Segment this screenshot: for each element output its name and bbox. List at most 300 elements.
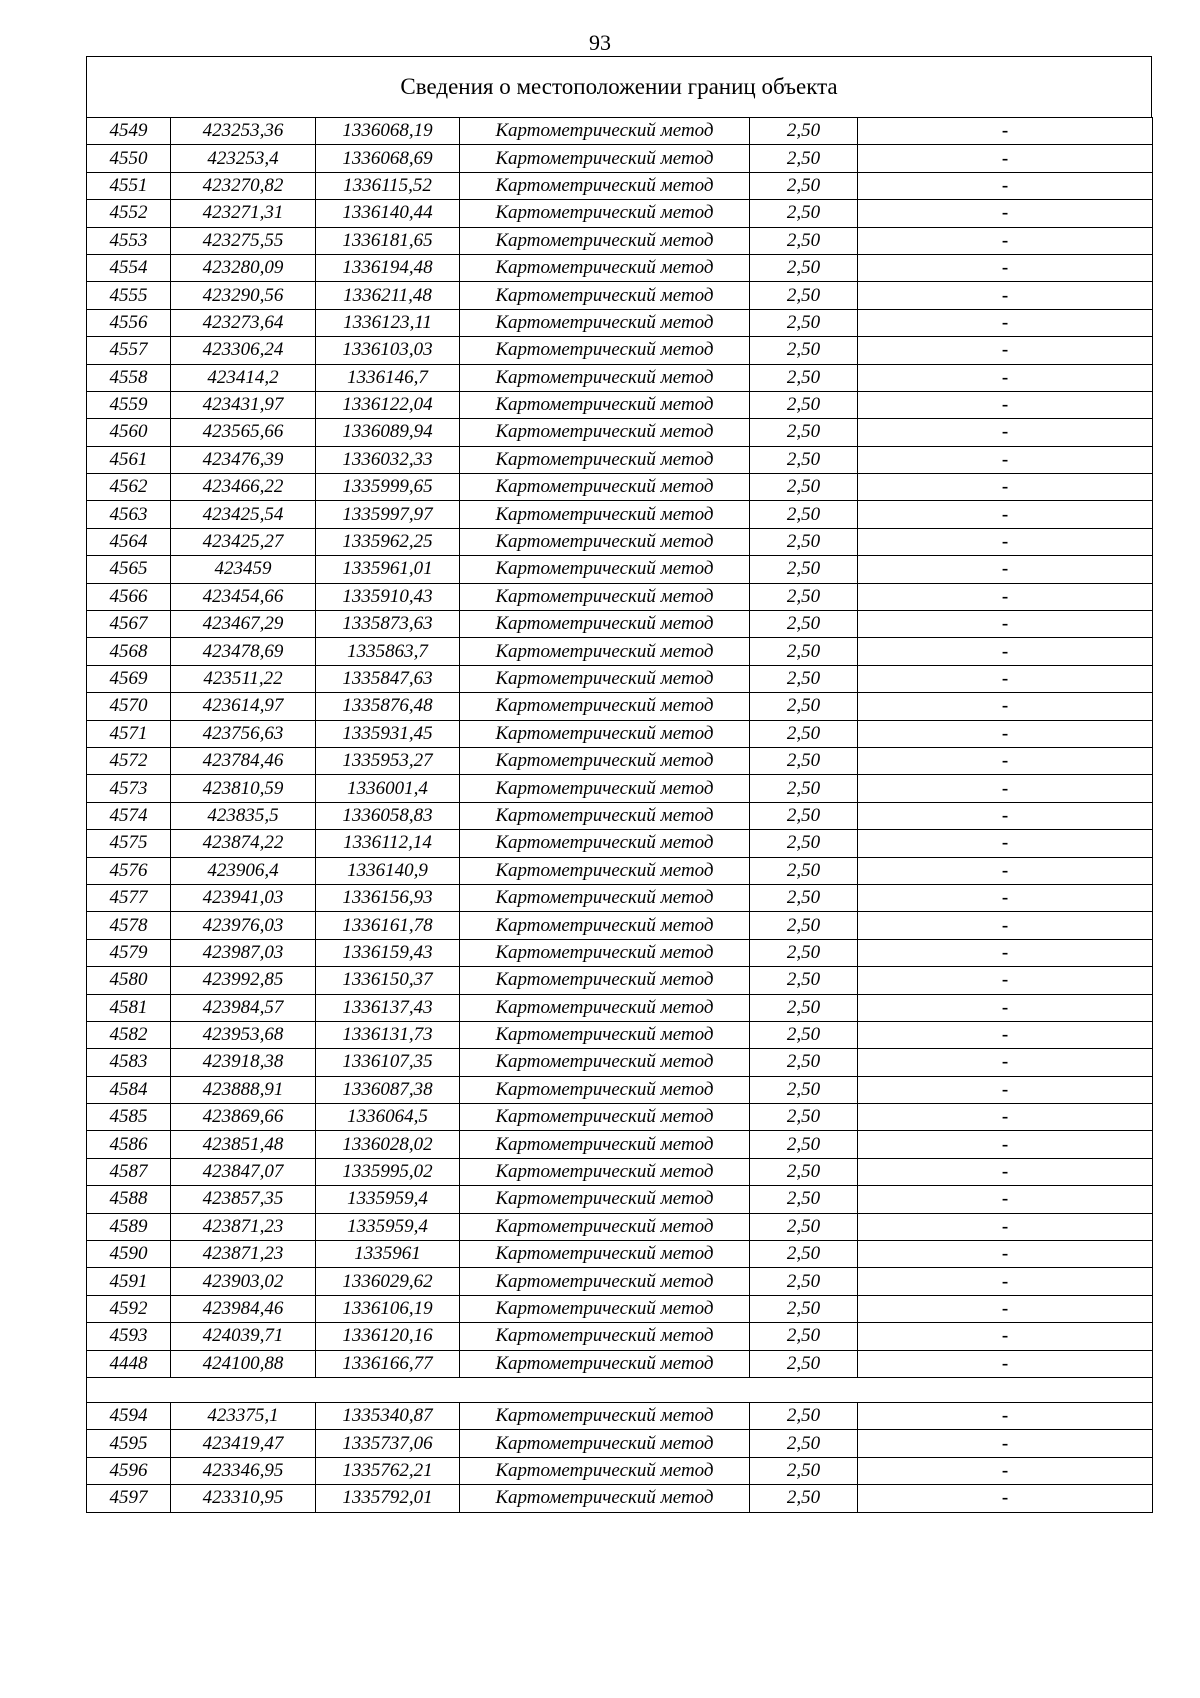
method-cell: Картометрический метод: [460, 200, 750, 227]
dash-cell: -: [858, 474, 1153, 501]
accuracy-cell: 2,50: [750, 364, 858, 391]
table-row: [87, 611, 1153, 638]
table-row: [87, 939, 1153, 966]
point-cell: 4580: [87, 967, 171, 994]
method-cell: Картометрический метод: [460, 118, 750, 145]
point-cell: 4587: [87, 1158, 171, 1185]
point-cell: 4590: [87, 1241, 171, 1268]
method-cell: Картометрический метод: [460, 747, 750, 774]
dash-cell: -: [858, 1186, 1153, 1213]
y-cell: 1335961: [316, 1241, 460, 1268]
table-row: [87, 1295, 1153, 1322]
method-cell: Картометрический метод: [460, 1430, 750, 1457]
y-cell: 1336029,62: [316, 1268, 460, 1295]
point-cell: 4573: [87, 775, 171, 802]
table-row: [87, 747, 1153, 774]
y-cell: 1336181,65: [316, 227, 460, 254]
accuracy-cell: 2,50: [750, 912, 858, 939]
point-cell: 4564: [87, 528, 171, 555]
x-cell: 423835,5: [171, 802, 316, 829]
accuracy-cell: 2,50: [750, 1268, 858, 1295]
dash-cell: -: [858, 282, 1153, 309]
x-cell: 423466,22: [171, 474, 316, 501]
method-cell: Картометрический метод: [460, 1049, 750, 1076]
point-cell: 4576: [87, 857, 171, 884]
point-cell: 4556: [87, 309, 171, 336]
accuracy-cell: 2,50: [750, 1186, 858, 1213]
accuracy-cell: 2,50: [750, 337, 858, 364]
method-cell: Картометрический метод: [460, 1323, 750, 1350]
x-cell: 423459: [171, 556, 316, 583]
x-cell: 423310,95: [171, 1485, 316, 1512]
method-cell: Картометрический метод: [460, 720, 750, 747]
accuracy-cell: 2,50: [750, 830, 858, 857]
accuracy-cell: 2,50: [750, 1158, 858, 1185]
y-cell: 1335863,7: [316, 638, 460, 665]
method-cell: Картометрический метод: [460, 1104, 750, 1131]
y-cell: 1336106,19: [316, 1295, 460, 1322]
point-cell: 4596: [87, 1457, 171, 1484]
accuracy-cell: 2,50: [750, 994, 858, 1021]
method-cell: Картометрический метод: [460, 912, 750, 939]
dash-cell: -: [858, 254, 1153, 281]
method-cell: Картометрический метод: [460, 1213, 750, 1240]
table-row: [87, 1350, 1153, 1377]
point-cell: 4560: [87, 419, 171, 446]
point-cell: 4570: [87, 693, 171, 720]
dash-cell: -: [858, 747, 1153, 774]
y-cell: 1335876,48: [316, 693, 460, 720]
point-cell: 4559: [87, 391, 171, 418]
point-cell: 4569: [87, 665, 171, 692]
table-row: [87, 118, 1153, 145]
table-row: [87, 857, 1153, 884]
accuracy-cell: 2,50: [750, 419, 858, 446]
x-cell: 423984,46: [171, 1295, 316, 1322]
y-cell: 1335873,63: [316, 611, 460, 638]
method-cell: Картометрический метод: [460, 830, 750, 857]
table-row: [87, 994, 1153, 1021]
x-cell: 423275,55: [171, 227, 316, 254]
x-cell: 423906,4: [171, 857, 316, 884]
y-cell: 1336103,03: [316, 337, 460, 364]
method-cell: Картометрический метод: [460, 419, 750, 446]
accuracy-cell: 2,50: [750, 556, 858, 583]
dash-cell: -: [858, 337, 1153, 364]
accuracy-cell: 2,50: [750, 611, 858, 638]
accuracy-cell: 2,50: [750, 172, 858, 199]
y-cell: 1335340,87: [316, 1402, 460, 1429]
table-row: [87, 528, 1153, 555]
y-cell: 1336028,02: [316, 1131, 460, 1158]
x-cell: 423984,57: [171, 994, 316, 1021]
accuracy-cell: 2,50: [750, 200, 858, 227]
dash-cell: -: [858, 912, 1153, 939]
method-cell: Картометрический метод: [460, 1241, 750, 1268]
point-cell: 4555: [87, 282, 171, 309]
table-row: [87, 1323, 1153, 1350]
table-row: [87, 1021, 1153, 1048]
table-row: [87, 693, 1153, 720]
x-cell: 423987,03: [171, 939, 316, 966]
dash-cell: -: [858, 145, 1153, 172]
dash-cell: -: [858, 638, 1153, 665]
method-cell: Картометрический метод: [460, 611, 750, 638]
x-cell: 423903,02: [171, 1268, 316, 1295]
dash-cell: -: [858, 1158, 1153, 1185]
dash-cell: -: [858, 1049, 1153, 1076]
dash-cell: -: [858, 556, 1153, 583]
dash-cell: -: [858, 1268, 1153, 1295]
accuracy-cell: 2,50: [750, 254, 858, 281]
accuracy-cell: 2,50: [750, 1076, 858, 1103]
x-cell: 423478,69: [171, 638, 316, 665]
x-cell: 423953,68: [171, 1021, 316, 1048]
table-row: [87, 1430, 1153, 1457]
x-cell: 423270,82: [171, 172, 316, 199]
dash-cell: -: [858, 830, 1153, 857]
x-cell: 423847,07: [171, 1158, 316, 1185]
dash-cell: -: [858, 172, 1153, 199]
y-cell: 1335995,02: [316, 1158, 460, 1185]
x-cell: 423851,48: [171, 1131, 316, 1158]
table-row: [87, 254, 1153, 281]
dash-cell: -: [858, 720, 1153, 747]
point-cell: 4577: [87, 884, 171, 911]
dash-cell: -: [858, 501, 1153, 528]
accuracy-cell: 2,50: [750, 1485, 858, 1512]
dash-cell: -: [858, 1485, 1153, 1512]
y-cell: 1336140,44: [316, 200, 460, 227]
dash-cell: -: [858, 1402, 1153, 1429]
point-cell: 4561: [87, 446, 171, 473]
coordinates-table: [86, 117, 1153, 1513]
x-cell: 423565,66: [171, 419, 316, 446]
dash-cell: -: [858, 1021, 1153, 1048]
group-separator-cell: [87, 1377, 1153, 1402]
x-cell: 423375,1: [171, 1402, 316, 1429]
point-cell: 4553: [87, 227, 171, 254]
x-cell: 423976,03: [171, 912, 316, 939]
table-row: [87, 1131, 1153, 1158]
accuracy-cell: 2,50: [750, 747, 858, 774]
point-cell: 4583: [87, 1049, 171, 1076]
accuracy-cell: 2,50: [750, 391, 858, 418]
table-row: [87, 720, 1153, 747]
accuracy-cell: 2,50: [750, 802, 858, 829]
y-cell: 1335959,4: [316, 1186, 460, 1213]
point-cell: 4575: [87, 830, 171, 857]
point-cell: 4571: [87, 720, 171, 747]
point-cell: 4567: [87, 611, 171, 638]
y-cell: 1336089,94: [316, 419, 460, 446]
dash-cell: -: [858, 364, 1153, 391]
x-cell: 423346,95: [171, 1457, 316, 1484]
point-cell: 4578: [87, 912, 171, 939]
method-cell: Картометрический метод: [460, 583, 750, 610]
point-cell: 4588: [87, 1186, 171, 1213]
method-cell: Картометрический метод: [460, 145, 750, 172]
x-cell: 424039,71: [171, 1323, 316, 1350]
method-cell: Картометрический метод: [460, 446, 750, 473]
y-cell: 1336058,83: [316, 802, 460, 829]
table-row: [87, 802, 1153, 829]
table-row: [87, 419, 1153, 446]
x-cell: 423253,36: [171, 118, 316, 145]
x-cell: 423280,09: [171, 254, 316, 281]
accuracy-cell: 2,50: [750, 1350, 858, 1377]
x-cell: 423253,4: [171, 145, 316, 172]
method-cell: Картометрический метод: [460, 1131, 750, 1158]
method-cell: Картометрический метод: [460, 1457, 750, 1484]
accuracy-cell: 2,50: [750, 118, 858, 145]
y-cell: 1336161,78: [316, 912, 460, 939]
x-cell: 423869,66: [171, 1104, 316, 1131]
x-cell: 423476,39: [171, 446, 316, 473]
accuracy-cell: 2,50: [750, 775, 858, 802]
y-cell: 1336068,69: [316, 145, 460, 172]
y-cell: 1335953,27: [316, 747, 460, 774]
table-row: [87, 1268, 1153, 1295]
table-row: [87, 967, 1153, 994]
point-cell: 4594: [87, 1402, 171, 1429]
table-row: [87, 1457, 1153, 1484]
accuracy-cell: 2,50: [750, 884, 858, 911]
x-cell: 423419,47: [171, 1430, 316, 1457]
table-row: [87, 638, 1153, 665]
point-cell: 4591: [87, 1268, 171, 1295]
x-cell: 423467,29: [171, 611, 316, 638]
y-cell: 1336112,14: [316, 830, 460, 857]
method-cell: Картометрический метод: [460, 254, 750, 281]
y-cell: 1336159,43: [316, 939, 460, 966]
accuracy-cell: 2,50: [750, 282, 858, 309]
y-cell: 1335961,01: [316, 556, 460, 583]
accuracy-cell: 2,50: [750, 1104, 858, 1131]
method-cell: Картометрический метод: [460, 994, 750, 1021]
method-cell: Картометрический метод: [460, 364, 750, 391]
y-cell: 1336146,7: [316, 364, 460, 391]
dash-cell: -: [858, 1104, 1153, 1131]
dash-cell: -: [858, 118, 1153, 145]
table-row: [87, 583, 1153, 610]
x-cell: 424100,88: [171, 1350, 316, 1377]
dash-cell: -: [858, 665, 1153, 692]
dash-cell: -: [858, 1350, 1153, 1377]
y-cell: 1336122,04: [316, 391, 460, 418]
point-cell: 4585: [87, 1104, 171, 1131]
method-cell: Картометрический метод: [460, 1268, 750, 1295]
x-cell: 423306,24: [171, 337, 316, 364]
accuracy-cell: 2,50: [750, 1049, 858, 1076]
point-cell: 4566: [87, 583, 171, 610]
x-cell: 423941,03: [171, 884, 316, 911]
y-cell: 1335847,63: [316, 665, 460, 692]
accuracy-cell: 2,50: [750, 227, 858, 254]
y-cell: 1335959,4: [316, 1213, 460, 1240]
accuracy-cell: 2,50: [750, 1131, 858, 1158]
dash-cell: -: [858, 446, 1153, 473]
method-cell: Картометрический метод: [460, 1076, 750, 1103]
point-cell: 4563: [87, 501, 171, 528]
dash-cell: -: [858, 693, 1153, 720]
table-row: [87, 1241, 1153, 1268]
table-row: [87, 1104, 1153, 1131]
dash-cell: -: [858, 1295, 1153, 1322]
method-cell: Картометрический метод: [460, 337, 750, 364]
table-row: [87, 391, 1153, 418]
x-cell: 423414,2: [171, 364, 316, 391]
point-cell: 4589: [87, 1213, 171, 1240]
y-cell: 1335737,06: [316, 1430, 460, 1457]
method-cell: Картометрический метод: [460, 556, 750, 583]
table-row: [87, 364, 1153, 391]
dash-cell: -: [858, 884, 1153, 911]
table-row: [87, 337, 1153, 364]
y-cell: 1336087,38: [316, 1076, 460, 1103]
y-cell: 1335997,97: [316, 501, 460, 528]
method-cell: Картометрический метод: [460, 172, 750, 199]
x-cell: 423614,97: [171, 693, 316, 720]
x-cell: 423871,23: [171, 1213, 316, 1240]
accuracy-cell: 2,50: [750, 145, 858, 172]
dash-cell: -: [858, 419, 1153, 446]
accuracy-cell: 2,50: [750, 309, 858, 336]
method-cell: Картометрический метод: [460, 1485, 750, 1512]
method-cell: Картометрический метод: [460, 693, 750, 720]
dash-cell: -: [858, 200, 1153, 227]
accuracy-cell: 2,50: [750, 1402, 858, 1429]
table-title: Сведения о местоположении границ объекта: [86, 56, 1152, 117]
y-cell: 1335762,21: [316, 1457, 460, 1484]
table-row: [87, 1158, 1153, 1185]
dash-cell: -: [858, 967, 1153, 994]
x-cell: 423756,63: [171, 720, 316, 747]
table-row: [87, 830, 1153, 857]
x-cell: 423511,22: [171, 665, 316, 692]
point-cell: 4549: [87, 118, 171, 145]
accuracy-cell: 2,50: [750, 1323, 858, 1350]
accuracy-cell: 2,50: [750, 583, 858, 610]
method-cell: Картометрический метод: [460, 309, 750, 336]
x-cell: 423454,66: [171, 583, 316, 610]
accuracy-cell: 2,50: [750, 967, 858, 994]
x-cell: 423271,31: [171, 200, 316, 227]
accuracy-cell: 2,50: [750, 1213, 858, 1240]
y-cell: 1336211,48: [316, 282, 460, 309]
accuracy-cell: 2,50: [750, 1241, 858, 1268]
method-cell: Картометрический метод: [460, 528, 750, 555]
y-cell: 1336194,48: [316, 254, 460, 281]
point-cell: 4448: [87, 1350, 171, 1377]
dash-cell: -: [858, 611, 1153, 638]
y-cell: 1336107,35: [316, 1049, 460, 1076]
dash-cell: -: [858, 1213, 1153, 1240]
dash-cell: -: [858, 939, 1153, 966]
table-row: [87, 145, 1153, 172]
method-cell: Картометрический метод: [460, 857, 750, 884]
y-cell: 1335910,43: [316, 583, 460, 610]
y-cell: 1336150,37: [316, 967, 460, 994]
point-cell: 4582: [87, 1021, 171, 1048]
point-cell: 4586: [87, 1131, 171, 1158]
method-cell: Картометрический метод: [460, 474, 750, 501]
table-row: [87, 1213, 1153, 1240]
table-row: [87, 775, 1153, 802]
y-cell: 1336064,5: [316, 1104, 460, 1131]
table-row: [87, 1402, 1153, 1429]
method-cell: Картометрический метод: [460, 665, 750, 692]
accuracy-cell: 2,50: [750, 1295, 858, 1322]
y-cell: 1336001,4: [316, 775, 460, 802]
x-cell: 423425,27: [171, 528, 316, 555]
dash-cell: -: [858, 227, 1153, 254]
dash-cell: -: [858, 528, 1153, 555]
method-cell: Картометрический метод: [460, 1186, 750, 1213]
dash-cell: -: [858, 1131, 1153, 1158]
x-cell: 423425,54: [171, 501, 316, 528]
method-cell: Картометрический метод: [460, 1402, 750, 1429]
y-cell: 1336068,19: [316, 118, 460, 145]
y-cell: 1336115,52: [316, 172, 460, 199]
dash-cell: -: [858, 994, 1153, 1021]
y-cell: 1336131,73: [316, 1021, 460, 1048]
point-cell: 4558: [87, 364, 171, 391]
dash-cell: -: [858, 1457, 1153, 1484]
table-row: [87, 556, 1153, 583]
point-cell: 4551: [87, 172, 171, 199]
method-cell: Картометрический метод: [460, 1158, 750, 1185]
y-cell: 1336166,77: [316, 1350, 460, 1377]
accuracy-cell: 2,50: [750, 474, 858, 501]
accuracy-cell: 2,50: [750, 528, 858, 555]
accuracy-cell: 2,50: [750, 501, 858, 528]
accuracy-cell: 2,50: [750, 720, 858, 747]
point-cell: 4597: [87, 1485, 171, 1512]
table-row: [87, 282, 1153, 309]
group-separator-row: [87, 1377, 1153, 1402]
table-row: [87, 446, 1153, 473]
method-cell: Картометрический метод: [460, 884, 750, 911]
table-row: [87, 172, 1153, 199]
x-cell: 423810,59: [171, 775, 316, 802]
point-cell: 4595: [87, 1430, 171, 1457]
method-cell: Картометрический метод: [460, 638, 750, 665]
point-cell: 4557: [87, 337, 171, 364]
point-cell: 4568: [87, 638, 171, 665]
method-cell: Картометрический метод: [460, 282, 750, 309]
y-cell: 1335962,25: [316, 528, 460, 555]
y-cell: 1336140,9: [316, 857, 460, 884]
table-row: [87, 912, 1153, 939]
dash-cell: -: [858, 1430, 1153, 1457]
y-cell: 1336120,16: [316, 1323, 460, 1350]
dash-cell: -: [858, 1076, 1153, 1103]
accuracy-cell: 2,50: [750, 665, 858, 692]
coordinates-table-body: [87, 118, 1153, 1513]
method-cell: Картометрический метод: [460, 227, 750, 254]
table-row: [87, 501, 1153, 528]
accuracy-cell: 2,50: [750, 1457, 858, 1484]
point-cell: 4592: [87, 1295, 171, 1322]
table-row: [87, 1186, 1153, 1213]
y-cell: 1336156,93: [316, 884, 460, 911]
accuracy-cell: 2,50: [750, 1430, 858, 1457]
table-row: [87, 884, 1153, 911]
accuracy-cell: 2,50: [750, 693, 858, 720]
method-cell: Картометрический метод: [460, 1350, 750, 1377]
dash-cell: -: [858, 1241, 1153, 1268]
